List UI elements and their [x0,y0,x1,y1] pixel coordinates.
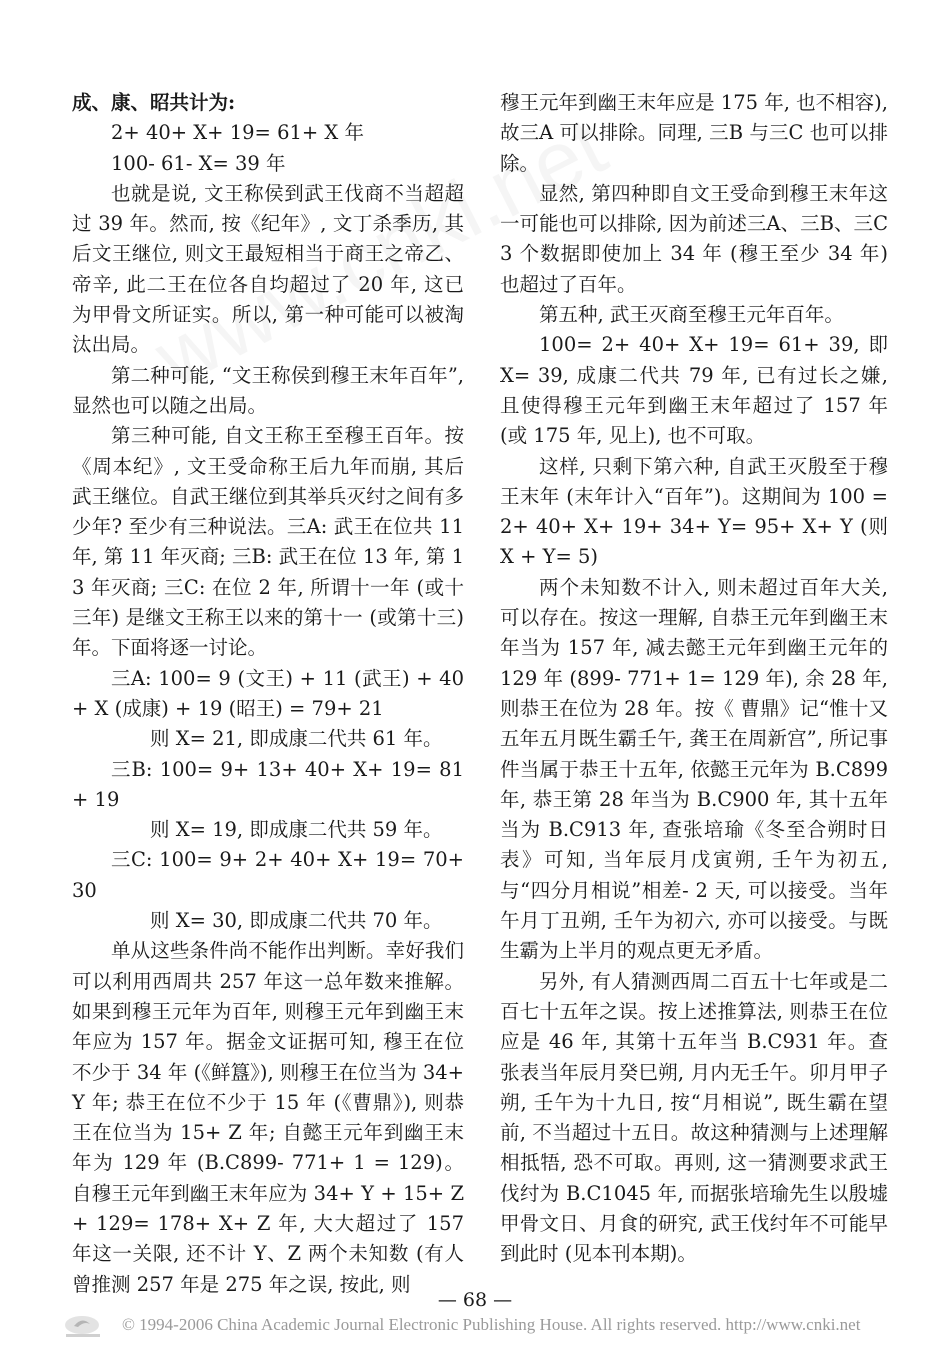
paragraph: 则 X= 30, 即成康二代共 70 年。 [150,909,443,933]
paragraph: 显然, 第四种即自文王受命到穆王末年这一可能也可以排除, 因为前述三A、三B、三C3 个数据即使加上 34 年 (穆王至少 34 年) 也超过了百年。 [500,181,888,296]
paragraph: 成、康、昭共计为: [72,91,236,114]
paragraph: 这样, 只剩下第六种, 自武王灭殷至于穆王末年 (末年计入“百年”)。这期间为 100 = 2+ 40+ X+ 19+ 34+ Y= 95+ X+ Y (则 X + Y= 5) [500,454,888,569]
paragraph: 则 X= 19, 即成康二代共 59 年。 [150,818,443,842]
cnki-logo-icon [60,1313,108,1339]
paragraph: 穆王元年到幽王末年应是 175 年, 也不相容), 故三A 可以排除。同理, 三B 与三C 也可以排除。 [500,91,888,175]
paragraph: 三A: 100= 9 (文王) + 11 (武王) + 40+ X (成康) + 19 (昭王) = 79+ 21 [72,666,464,720]
paragraph: 100- 61- X= 39 年 [111,151,286,175]
paragraph: 三B: 100= 9+ 13+ 40+ X+ 19= 81+ 19 [72,757,464,811]
paragraph: 三C: 100= 9+ 2+ 40+ X+ 19= 70+ 30 [72,848,464,902]
left-column [72,88,464,1300]
paragraph: 第二种可能, “文王称侯到穆王末年百年”, 显然也可以随之出局。 [72,363,464,417]
paragraph: 第三种可能, 自文王称王至穆王百年。按《周本纪》, 文王受命称王后九年而崩, 其后武王继位。自武王继位到其举兵灭纣之间有多少年? 至少有三种说法。三A: 武王在位共 11 年, 第 11 年灭商; 三B: 武王在位 13 年, 第 13 年灭商; 三C: 在位 2 年, 所谓十一年 (或十三年) 是继文王称王以来的第十一 (或第十三) 年。下面将逐一讨论。 [72,424,464,660]
page-number: — 68 — [437,1289,513,1311]
paragraph: 单从这些条件尚不能作出判断。幸好我们可以利用西周共 257 年这一总年数来推解。如果到穆王元年为百年, 则穆王元年到幽王末年应为 157 年。据金文证据可知, 穆王在位不少于 34 年 (《鲜簋》), 则穆王在位当为 34+ Y 年; 恭王在位不少于 15 年 (《曹鼎》), 则恭王在位当为 15+ Z 年; 自懿王元年到幽王末年为 129 年 (B.C899- 771+ 1 = 129)。自穆王元年到幽王末年应为 34+ Y + 15+ Z+ 129= 178+ X+ Z 年, 大大超过了 157 年这一关限, 还不计 Y、Z 两个未知数 (有人曾推测 257 年是 275 年之误, 按此, 则 [72,939,464,1296]
paragraph: 另外, 有人猜测西周二百五十七年或是二百七十五年之误。按上述推算法, 则恭王在位应是 46 年, 其第十五年当 B.C931 年。查张表当年辰月癸巳朔, 月内无壬午。卯月甲子朔, 壬午为十九日, 按“月相说”, 既生霸在望前, 不当超过十五日。故这种猜测与上述理解相抵牾, 恐不可取。再则, 这一猜测要求武王伐纣为 B.C1045 年, 而据张培瑜先生以殷墟甲骨文日、月食的研究, 武王伐纣年不可能早到此时 (见本刊本期)。 [500,969,888,1266]
paragraph: 100= 2+ 40+ X+ 19= 61+ 39, 即 X= 39, 成康二代共 79 年, 已有过长之嫌, 且使得穆王元年到幽王末年超过了 157 年 (或 175 年, 见上), 也不可取。 [500,333,888,448]
copyright-text[interactable]: © 1994-2006 China Academic Journal Electronic Publishing House. All rights reserved. http://www.cnki.net [122,1315,861,1334]
right-column [500,88,888,1270]
copyright-footer [60,1313,892,1339]
paragraph: 2+ 40+ X+ 19= 61+ X 年 [111,121,364,145]
paragraph: 则 X= 21, 即成康二代共 61 年。 [150,727,443,751]
paragraph: 也就是说, 文王称侯到武王伐商不当超超过 39 年。然而, 按《纪年》, 文丁杀季历, 其后文王继位, 则文王最短相当于商王之帝乙、帝辛, 此二王在位各自均超过了 20 年, 这已为甲骨文所证实。所以, 第一种可能可以被淘汰出局。 [72,181,464,357]
paragraph: 第五种, 武王灭商至穆王元年百年。 [539,303,844,327]
paragraph: 两个未知数不计入, 则未超过百年大关, 可以存在。按这一理解, 自恭王元年到幽王末年当为 157 年, 减去懿王元年到幽王元年的 129 年 (899- 771+ 1= 129 年), 余 28 年, 则恭王在位为 28 年。按《 曹鼎》记“惟十又五年五月既生霸壬午, 龚王在周新宫”, 所记事件当属于恭王十五年, 依懿王元年为 B.C899 年, 恭王第 28 年当为 B.C900 年, 其十五年当为 B.C913 年, 查张培瑜《冬至合朔时日表》可知, 当年辰月戊寅朔, 壬午为初五, 与“四分月相说”相差- 2 天, 可以接受。当年午月丁丑朔, 壬午为初六, 亦可以接受。与既生霸为上半月的观点更无矛盾。 [500,575,888,963]
